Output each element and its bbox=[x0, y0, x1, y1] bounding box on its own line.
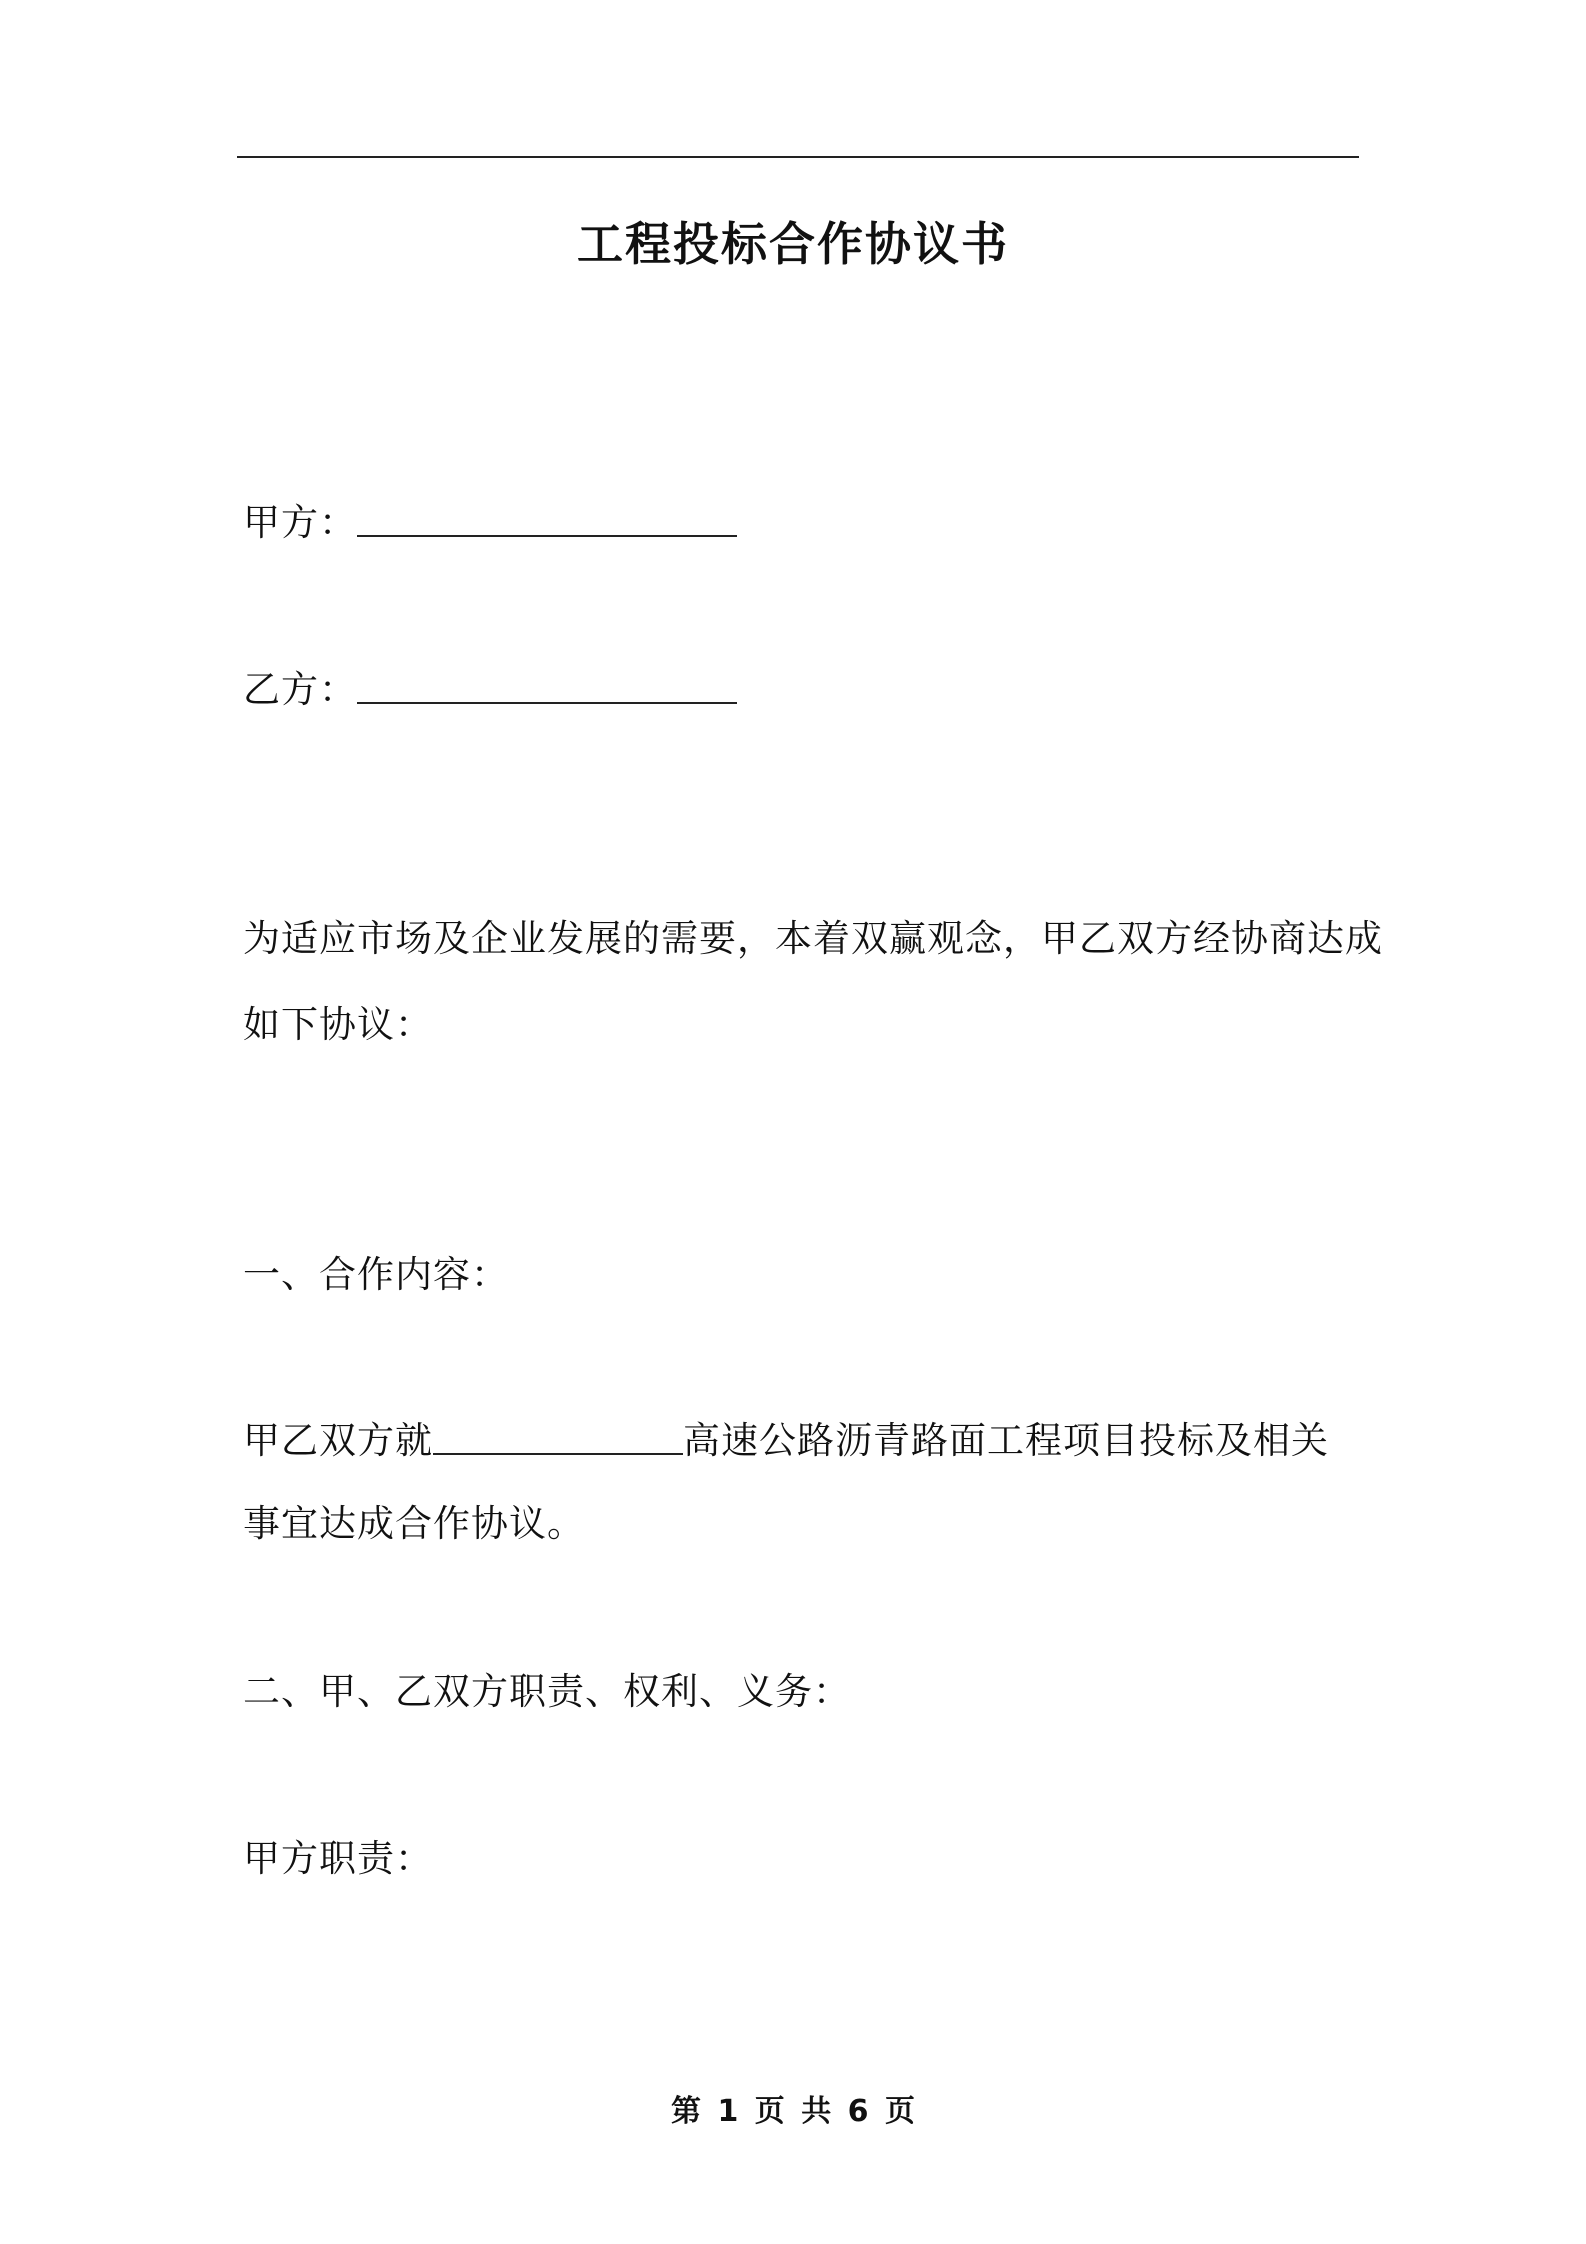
section1-text-line-1 bbox=[243, 1416, 1361, 1466]
intro-line-1: 为适应市场及企业发展的需要，本着双赢观念，甲乙双方经协商达成 bbox=[243, 917, 1383, 960]
party-a-line bbox=[243, 498, 1361, 548]
document-title: 工程投标合作协议书 bbox=[577, 217, 1009, 271]
party-b-label: 乙方： bbox=[243, 668, 357, 711]
header-rule bbox=[237, 156, 1359, 158]
party-a-label: 甲方： bbox=[243, 501, 357, 544]
section1-text-line-2: 事宜达成合作协议。 bbox=[243, 1502, 585, 1545]
party-b-blank bbox=[357, 672, 737, 704]
section1-text-post: 高速公路沥青路面工程项目投标及相关 bbox=[683, 1419, 1329, 1462]
intro-line-2: 如下协议： bbox=[243, 1003, 433, 1046]
section1-heading: 一、合作内容： bbox=[243, 1253, 509, 1296]
page-footer: 第 1 页 共 6 页 bbox=[671, 2094, 915, 2129]
party-a-duties-heading: 甲方职责： bbox=[243, 1837, 433, 1880]
project-name-blank bbox=[433, 1423, 683, 1455]
party-b-line bbox=[243, 665, 1361, 715]
section1-text-pre: 甲乙双方就 bbox=[243, 1419, 433, 1462]
party-a-blank bbox=[357, 505, 737, 537]
section2-heading: 二、甲、乙双方职责、权利、义务： bbox=[243, 1670, 851, 1713]
